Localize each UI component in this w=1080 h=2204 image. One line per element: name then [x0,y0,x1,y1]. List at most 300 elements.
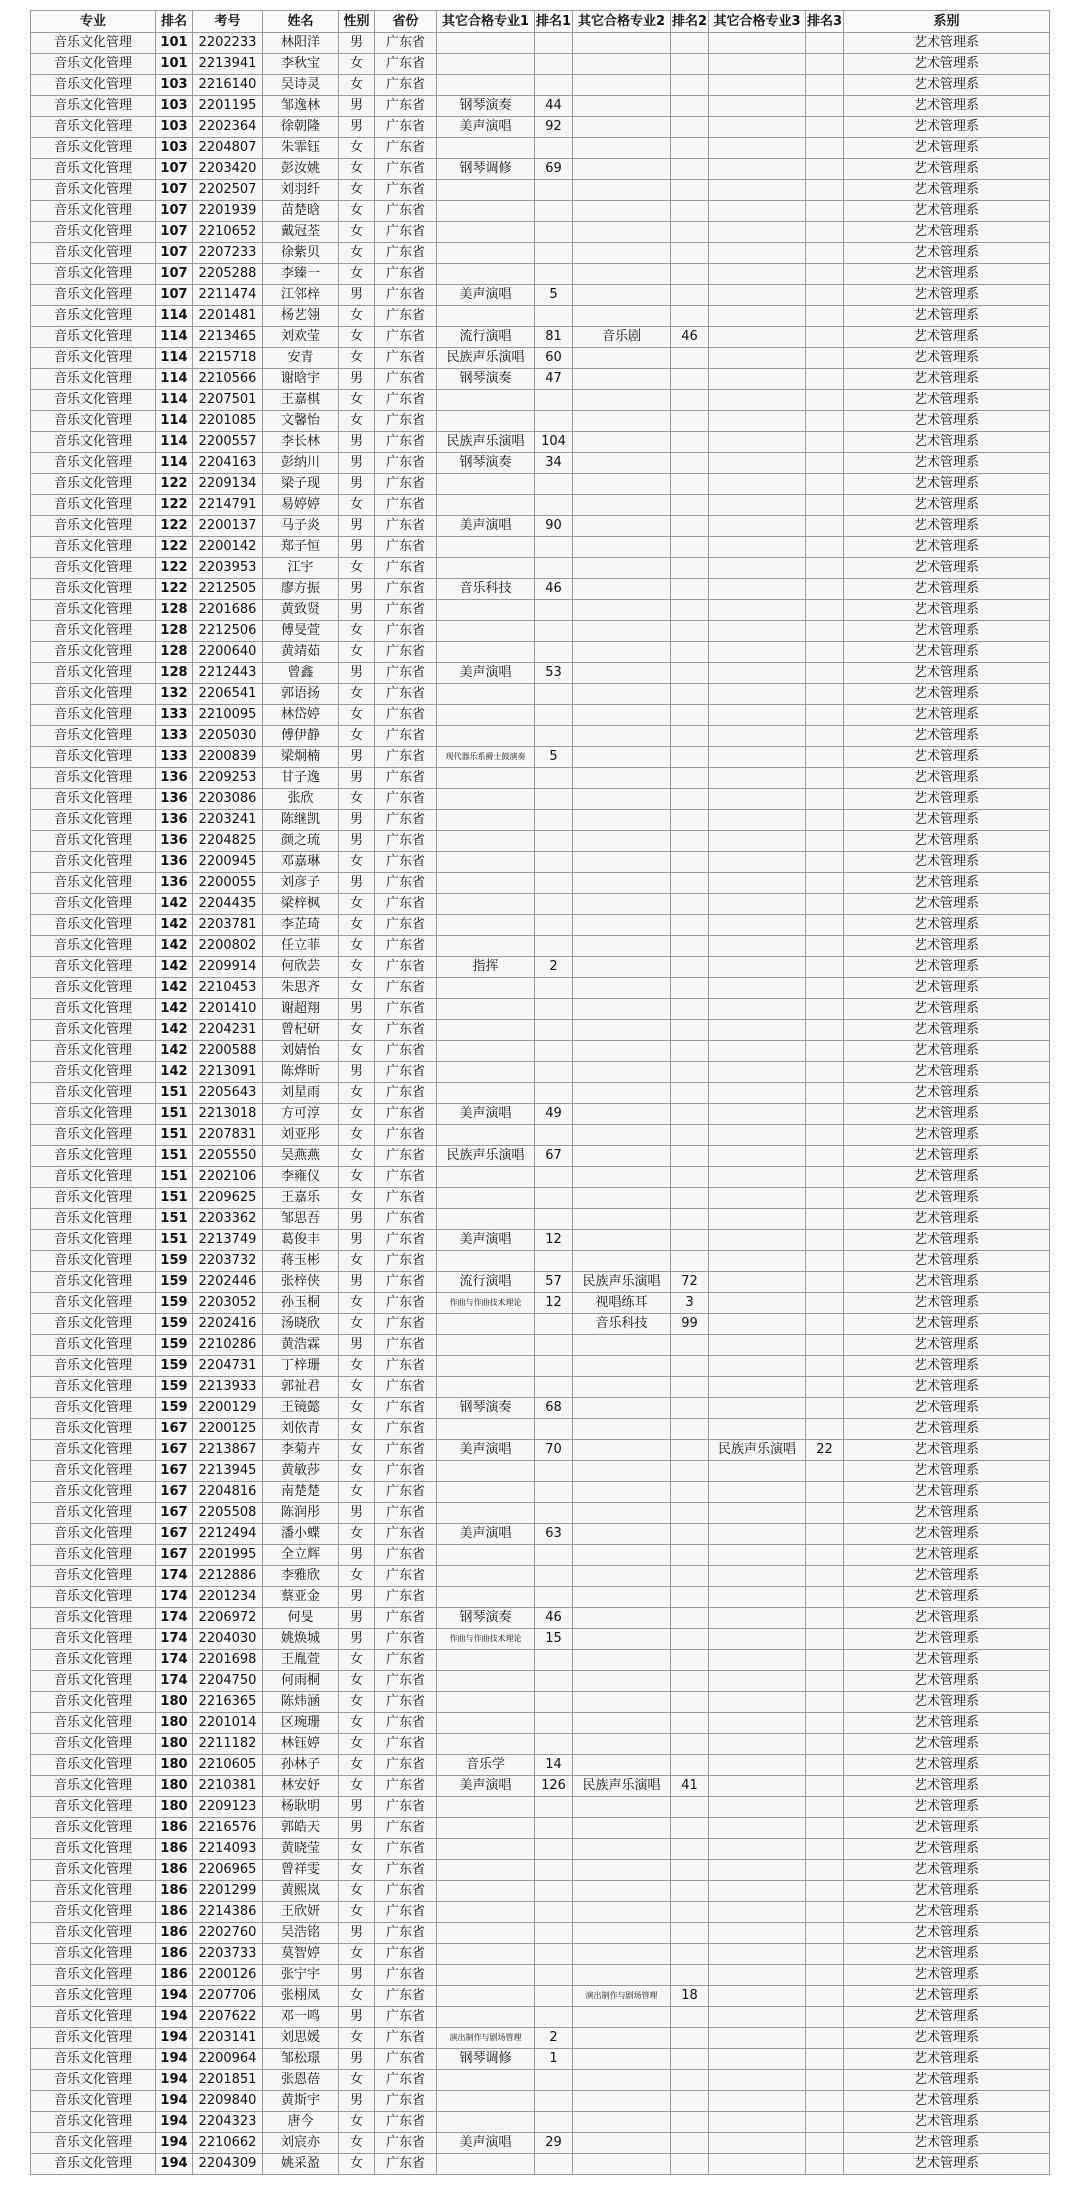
cell-other-major-3 [709,1188,806,1209]
cell-gender: 男 [339,369,375,390]
cell-major: 音乐文化管理 [31,1272,156,1293]
cell-other-major-2 [573,789,671,810]
cell-rank-2 [671,1125,709,1146]
cell-other-major-2: 音乐剧 [573,327,671,348]
cell-department: 艺术管理系 [844,33,1050,54]
cell-other-major-1 [437,1251,535,1272]
cell-department: 艺术管理系 [844,1944,1050,1965]
table-row [31,957,1050,978]
cell-gender: 男 [339,1965,375,1986]
cell-other-major-3 [709,1503,806,1524]
cell-province: 广东省 [375,1356,437,1377]
cell-major: 音乐文化管理 [31,747,156,768]
cell-major: 音乐文化管理 [31,75,156,96]
cell-exam-no: 2204030 [193,1629,263,1650]
cell-gender: 女 [339,1860,375,1881]
cell-rank-3 [806,768,844,789]
cell-province: 广东省 [375,327,437,348]
cell-rank-3 [806,411,844,432]
cell-rank-2 [671,369,709,390]
cell-other-major-2 [573,999,671,1020]
cell-rank-3 [806,873,844,894]
cell-exam-no: 2215718 [193,348,263,369]
cell-department: 艺术管理系 [844,285,1050,306]
cell-gender: 女 [339,1734,375,1755]
cell-major: 音乐文化管理 [31,810,156,831]
cell-exam-no: 2202507 [193,180,263,201]
cell-other-major-1 [437,306,535,327]
cell-other-major-3 [709,474,806,495]
cell-rank: 151 [156,1209,193,1230]
cell-rank-1 [535,726,573,747]
table-row [31,1356,1050,1377]
cell-rank-2 [671,663,709,684]
cell-rank: 136 [156,810,193,831]
cell-rank-3 [806,999,844,1020]
cell-other-major-2 [573,138,671,159]
cell-gender: 男 [339,1629,375,1650]
cell-major: 音乐文化管理 [31,1755,156,1776]
cell-major: 音乐文化管理 [31,1125,156,1146]
cell-rank: 142 [156,1041,193,1062]
cell-rank-3 [806,915,844,936]
cell-major: 音乐文化管理 [31,1419,156,1440]
cell-exam-no: 2206541 [193,684,263,705]
cell-exam-no: 2209840 [193,2091,263,2112]
cell-department: 艺术管理系 [844,2070,1050,2091]
cell-rank-1 [535,1167,573,1188]
cell-rank-3 [806,1335,844,1356]
cell-province: 广东省 [375,726,437,747]
cell-province: 广东省 [375,1797,437,1818]
cell-rank-1 [535,306,573,327]
cell-name: 陈烨昕 [263,1062,339,1083]
cell-major: 音乐文化管理 [31,579,156,600]
cell-gender: 女 [339,138,375,159]
cell-name: 王嘉棋 [263,390,339,411]
cell-rank-1 [535,936,573,957]
cell-department: 艺术管理系 [844,1461,1050,1482]
cell-major: 音乐文化管理 [31,1923,156,1944]
cell-gender: 女 [339,1314,375,1335]
cell-major: 音乐文化管理 [31,222,156,243]
cell-name: 何欣芸 [263,957,339,978]
cell-rank-2 [671,306,709,327]
cell-rank-1 [535,138,573,159]
cell-name: 刘羽纤 [263,180,339,201]
cell-rank-2 [671,1167,709,1188]
cell-province: 广东省 [375,1314,437,1335]
cell-rank-2 [671,1734,709,1755]
cell-gender: 女 [339,1083,375,1104]
cell-province: 广东省 [375,1146,437,1167]
cell-other-major-3 [709,96,806,117]
cell-department: 艺术管理系 [844,684,1050,705]
cell-other-major-1 [437,894,535,915]
cell-rank-1: 63 [535,1524,573,1545]
cell-major: 音乐文化管理 [31,1440,156,1461]
cell-rank-3 [806,2028,844,2049]
cell-major: 音乐文化管理 [31,1797,156,1818]
cell-department: 艺术管理系 [844,810,1050,831]
cell-other-major-1: 美声演唱 [437,516,535,537]
cell-exam-no: 2200125 [193,1419,263,1440]
cell-other-major-1 [437,390,535,411]
cell-major: 音乐文化管理 [31,768,156,789]
cell-rank-2 [671,642,709,663]
cell-department: 艺术管理系 [844,642,1050,663]
cell-rank-3 [806,1041,844,1062]
cell-rank: 101 [156,54,193,75]
cell-province: 广东省 [375,1965,437,1986]
cell-rank-3 [806,1377,844,1398]
table-row [31,978,1050,999]
cell-name: 杨耿明 [263,1797,339,1818]
cell-province: 广东省 [375,180,437,201]
cell-exam-no: 2205030 [193,726,263,747]
cell-rank-2 [671,1188,709,1209]
cell-other-major-3 [709,1482,806,1503]
cell-rank-3 [806,327,844,348]
column-header-rank-2: 排名2 [671,11,709,33]
cell-rank-3 [806,663,844,684]
cell-exam-no: 2213867 [193,1440,263,1461]
cell-other-major-1 [437,1125,535,1146]
cell-rank-1 [535,1314,573,1335]
cell-exam-no: 2201698 [193,1650,263,1671]
cell-rank: 114 [156,411,193,432]
cell-gender: 女 [339,1713,375,1734]
table-row [31,642,1050,663]
cell-other-major-2 [573,831,671,852]
cell-rank: 186 [156,1965,193,1986]
cell-major: 音乐文化管理 [31,432,156,453]
cell-department: 艺术管理系 [844,1020,1050,1041]
cell-department: 艺术管理系 [844,390,1050,411]
cell-major: 音乐文化管理 [31,348,156,369]
cell-other-major-3 [709,1881,806,1902]
cell-rank-2: 72 [671,1272,709,1293]
cell-major: 音乐文化管理 [31,957,156,978]
cell-department: 艺术管理系 [844,516,1050,537]
cell-rank-1 [535,33,573,54]
cell-other-major-2 [573,936,671,957]
cell-other-major-2: 演出制作与剧场管理 [573,1986,671,2007]
cell-exam-no: 2210566 [193,369,263,390]
cell-department: 艺术管理系 [844,1818,1050,1839]
cell-province: 广东省 [375,1335,437,1356]
table-row [31,1272,1050,1293]
cell-gender: 女 [339,1671,375,1692]
cell-other-major-1 [437,1734,535,1755]
cell-province: 广东省 [375,2091,437,2112]
table-row [31,1314,1050,1335]
cell-rank: 136 [156,831,193,852]
cell-exam-no: 2203733 [193,1944,263,1965]
cell-name: 林钰婷 [263,1734,339,1755]
cell-exam-no: 2200129 [193,1398,263,1419]
cell-rank: 194 [156,2049,193,2070]
table-row [31,789,1050,810]
cell-name: 黄致贤 [263,600,339,621]
cell-province: 广东省 [375,1860,437,1881]
cell-gender: 女 [339,306,375,327]
table-row [31,1692,1050,1713]
cell-rank: 136 [156,873,193,894]
cell-name: 李雅欣 [263,1566,339,1587]
cell-other-major-3 [709,852,806,873]
cell-rank-2 [671,768,709,789]
cell-major: 音乐文化管理 [31,2049,156,2070]
cell-rank-2 [671,495,709,516]
cell-exam-no: 2200945 [193,852,263,873]
cell-province: 广东省 [375,1818,437,1839]
cell-other-major-1 [437,789,535,810]
table-row [31,306,1050,327]
table-row [31,1083,1050,1104]
cell-rank-1 [535,2112,573,2133]
cell-exam-no: 2200557 [193,432,263,453]
cell-exam-no: 2204825 [193,831,263,852]
cell-major: 音乐文化管理 [31,1524,156,1545]
cell-rank-3 [806,1587,844,1608]
cell-other-major-2 [573,2112,671,2133]
table-row [31,831,1050,852]
column-header-other-major-2: 其它合格专业2 [573,11,671,33]
cell-rank-2 [671,537,709,558]
cell-department: 艺术管理系 [844,495,1050,516]
cell-department: 艺术管理系 [844,537,1050,558]
cell-gender: 男 [339,1503,375,1524]
cell-rank-3 [806,285,844,306]
cell-rank-2: 46 [671,327,709,348]
cell-other-major-2 [573,957,671,978]
cell-gender: 女 [339,789,375,810]
cell-rank-1 [535,1377,573,1398]
cell-rank-2 [671,999,709,1020]
cell-exam-no: 2203052 [193,1293,263,1314]
cell-department: 艺术管理系 [844,2112,1050,2133]
cell-name: 曾祥雯 [263,1860,339,1881]
cell-rank-1 [535,411,573,432]
cell-rank-1 [535,54,573,75]
table-row [31,1839,1050,1860]
cell-exam-no: 2216140 [193,75,263,96]
cell-name: 曾鑫 [263,663,339,684]
cell-department: 艺术管理系 [844,1209,1050,1230]
cell-department: 艺术管理系 [844,1545,1050,1566]
cell-other-major-2 [573,1419,671,1440]
cell-other-major-3 [709,1104,806,1125]
cell-gender: 女 [339,411,375,432]
cell-major: 音乐文化管理 [31,936,156,957]
cell-other-major-2 [573,1398,671,1419]
cell-province: 广东省 [375,1671,437,1692]
cell-rank-3 [806,1923,844,1944]
cell-gender: 女 [339,705,375,726]
cell-rank-1 [535,2070,573,2091]
cell-rank-1 [535,1797,573,1818]
cell-department: 艺术管理系 [844,726,1050,747]
cell-rank: 159 [156,1293,193,1314]
cell-major: 音乐文化管理 [31,1314,156,1335]
cell-department: 艺术管理系 [844,747,1050,768]
cell-other-major-1: 钢琴调修 [437,2049,535,2070]
cell-other-major-3 [709,1545,806,1566]
admission-ranking-table [30,10,1050,2175]
cell-rank-2 [671,2049,709,2070]
cell-rank-2 [671,1818,709,1839]
cell-rank-3 [806,2154,844,2175]
cell-gender: 女 [339,1902,375,1923]
cell-rank-2 [671,1461,709,1482]
cell-other-major-3 [709,1755,806,1776]
cell-name: 谢晗宇 [263,369,339,390]
cell-rank-3 [806,1944,844,1965]
cell-gender: 女 [339,159,375,180]
cell-rank-1 [535,1671,573,1692]
cell-rank-3 [806,1545,844,1566]
cell-gender: 女 [339,2112,375,2133]
cell-department: 艺术管理系 [844,957,1050,978]
cell-province: 广东省 [375,957,437,978]
cell-exam-no: 2200839 [193,747,263,768]
table-row [31,1125,1050,1146]
cell-major: 音乐文化管理 [31,1293,156,1314]
cell-rank-2 [671,1104,709,1125]
cell-rank: 133 [156,705,193,726]
cell-other-major-2: 民族声乐演唱 [573,1272,671,1293]
cell-name: 孙玉桐 [263,1293,339,1314]
cell-rank: 122 [156,516,193,537]
cell-other-major-2 [573,495,671,516]
cell-other-major-2 [573,2049,671,2070]
cell-department: 艺术管理系 [844,1398,1050,1419]
cell-rank: 186 [156,1818,193,1839]
cell-rank-3 [806,2070,844,2091]
cell-exam-no: 2200588 [193,1041,263,1062]
cell-other-major-2 [573,1692,671,1713]
cell-other-major-2 [573,1503,671,1524]
cell-province: 广东省 [375,1587,437,1608]
cell-department: 艺术管理系 [844,1146,1050,1167]
cell-rank: 180 [156,1713,193,1734]
cell-rank-3 [806,1419,844,1440]
cell-exam-no: 2216365 [193,1692,263,1713]
cell-rank-1 [535,1461,573,1482]
cell-rank-2 [671,978,709,999]
cell-province: 广东省 [375,474,437,495]
cell-gender: 男 [339,768,375,789]
table-row [31,1062,1050,1083]
cell-name: 丁梓珊 [263,1356,339,1377]
cell-rank-2 [671,1146,709,1167]
cell-rank-3 [806,978,844,999]
cell-other-major-3 [709,1209,806,1230]
cell-province: 广东省 [375,642,437,663]
cell-rank-2 [671,1860,709,1881]
cell-rank: 186 [156,1944,193,1965]
cell-rank-2 [671,159,709,180]
cell-gender: 男 [339,1230,375,1251]
cell-other-major-2 [573,1755,671,1776]
cell-rank-1 [535,201,573,222]
cell-gender: 男 [339,2049,375,2070]
cell-gender: 男 [339,33,375,54]
cell-name: 任立菲 [263,936,339,957]
table-row [31,726,1050,747]
cell-province: 广东省 [375,768,437,789]
cell-department: 艺术管理系 [844,1041,1050,1062]
cell-gender: 女 [339,75,375,96]
cell-rank-2 [671,1923,709,1944]
cell-other-major-3 [709,2007,806,2028]
cell-department: 艺术管理系 [844,873,1050,894]
cell-gender: 女 [339,1167,375,1188]
cell-exam-no: 2204816 [193,1482,263,1503]
cell-rank: 159 [156,1356,193,1377]
cell-rank-2 [671,390,709,411]
cell-department: 艺术管理系 [844,411,1050,432]
cell-major: 音乐文化管理 [31,621,156,642]
cell-other-major-3 [709,159,806,180]
cell-other-major-3 [709,579,806,600]
cell-rank: 159 [156,1398,193,1419]
cell-rank: 159 [156,1377,193,1398]
cell-rank-3 [806,369,844,390]
cell-gender: 女 [339,1251,375,1272]
cell-major: 音乐文化管理 [31,306,156,327]
cell-other-major-2 [573,1902,671,1923]
cell-gender: 女 [339,852,375,873]
cell-name: 安青 [263,348,339,369]
table-row [31,1797,1050,1818]
cell-other-major-2 [573,915,671,936]
table-row [31,474,1050,495]
cell-gender: 女 [339,201,375,222]
cell-exam-no: 2214386 [193,1902,263,1923]
cell-rank-2 [671,33,709,54]
table-row [31,1419,1050,1440]
cell-rank-2 [671,1608,709,1629]
cell-exam-no: 2205508 [193,1503,263,1524]
cell-major: 音乐文化管理 [31,516,156,537]
table-row [31,495,1050,516]
cell-rank: 142 [156,936,193,957]
cell-name: 梁梓枫 [263,894,339,915]
cell-rank: 167 [156,1419,193,1440]
cell-department: 艺术管理系 [844,1083,1050,1104]
cell-name: 陈继凯 [263,810,339,831]
cell-rank-1 [535,1566,573,1587]
cell-name: 吴诗灵 [263,75,339,96]
table-row [31,1503,1050,1524]
cell-name: 黄晓莹 [263,1839,339,1860]
cell-rank-1: 49 [535,1104,573,1125]
cell-other-major-1 [437,1041,535,1062]
cell-other-major-3 [709,1608,806,1629]
cell-gender: 男 [339,810,375,831]
table-row [31,1986,1050,2007]
cell-name: 张宁宇 [263,1965,339,1986]
cell-rank-3 [806,1524,844,1545]
cell-rank: 180 [156,1776,193,1797]
cell-other-major-3 [709,915,806,936]
cell-other-major-3 [709,1167,806,1188]
table-row [31,1629,1050,1650]
cell-rank-1 [535,558,573,579]
cell-other-major-2 [573,2070,671,2091]
